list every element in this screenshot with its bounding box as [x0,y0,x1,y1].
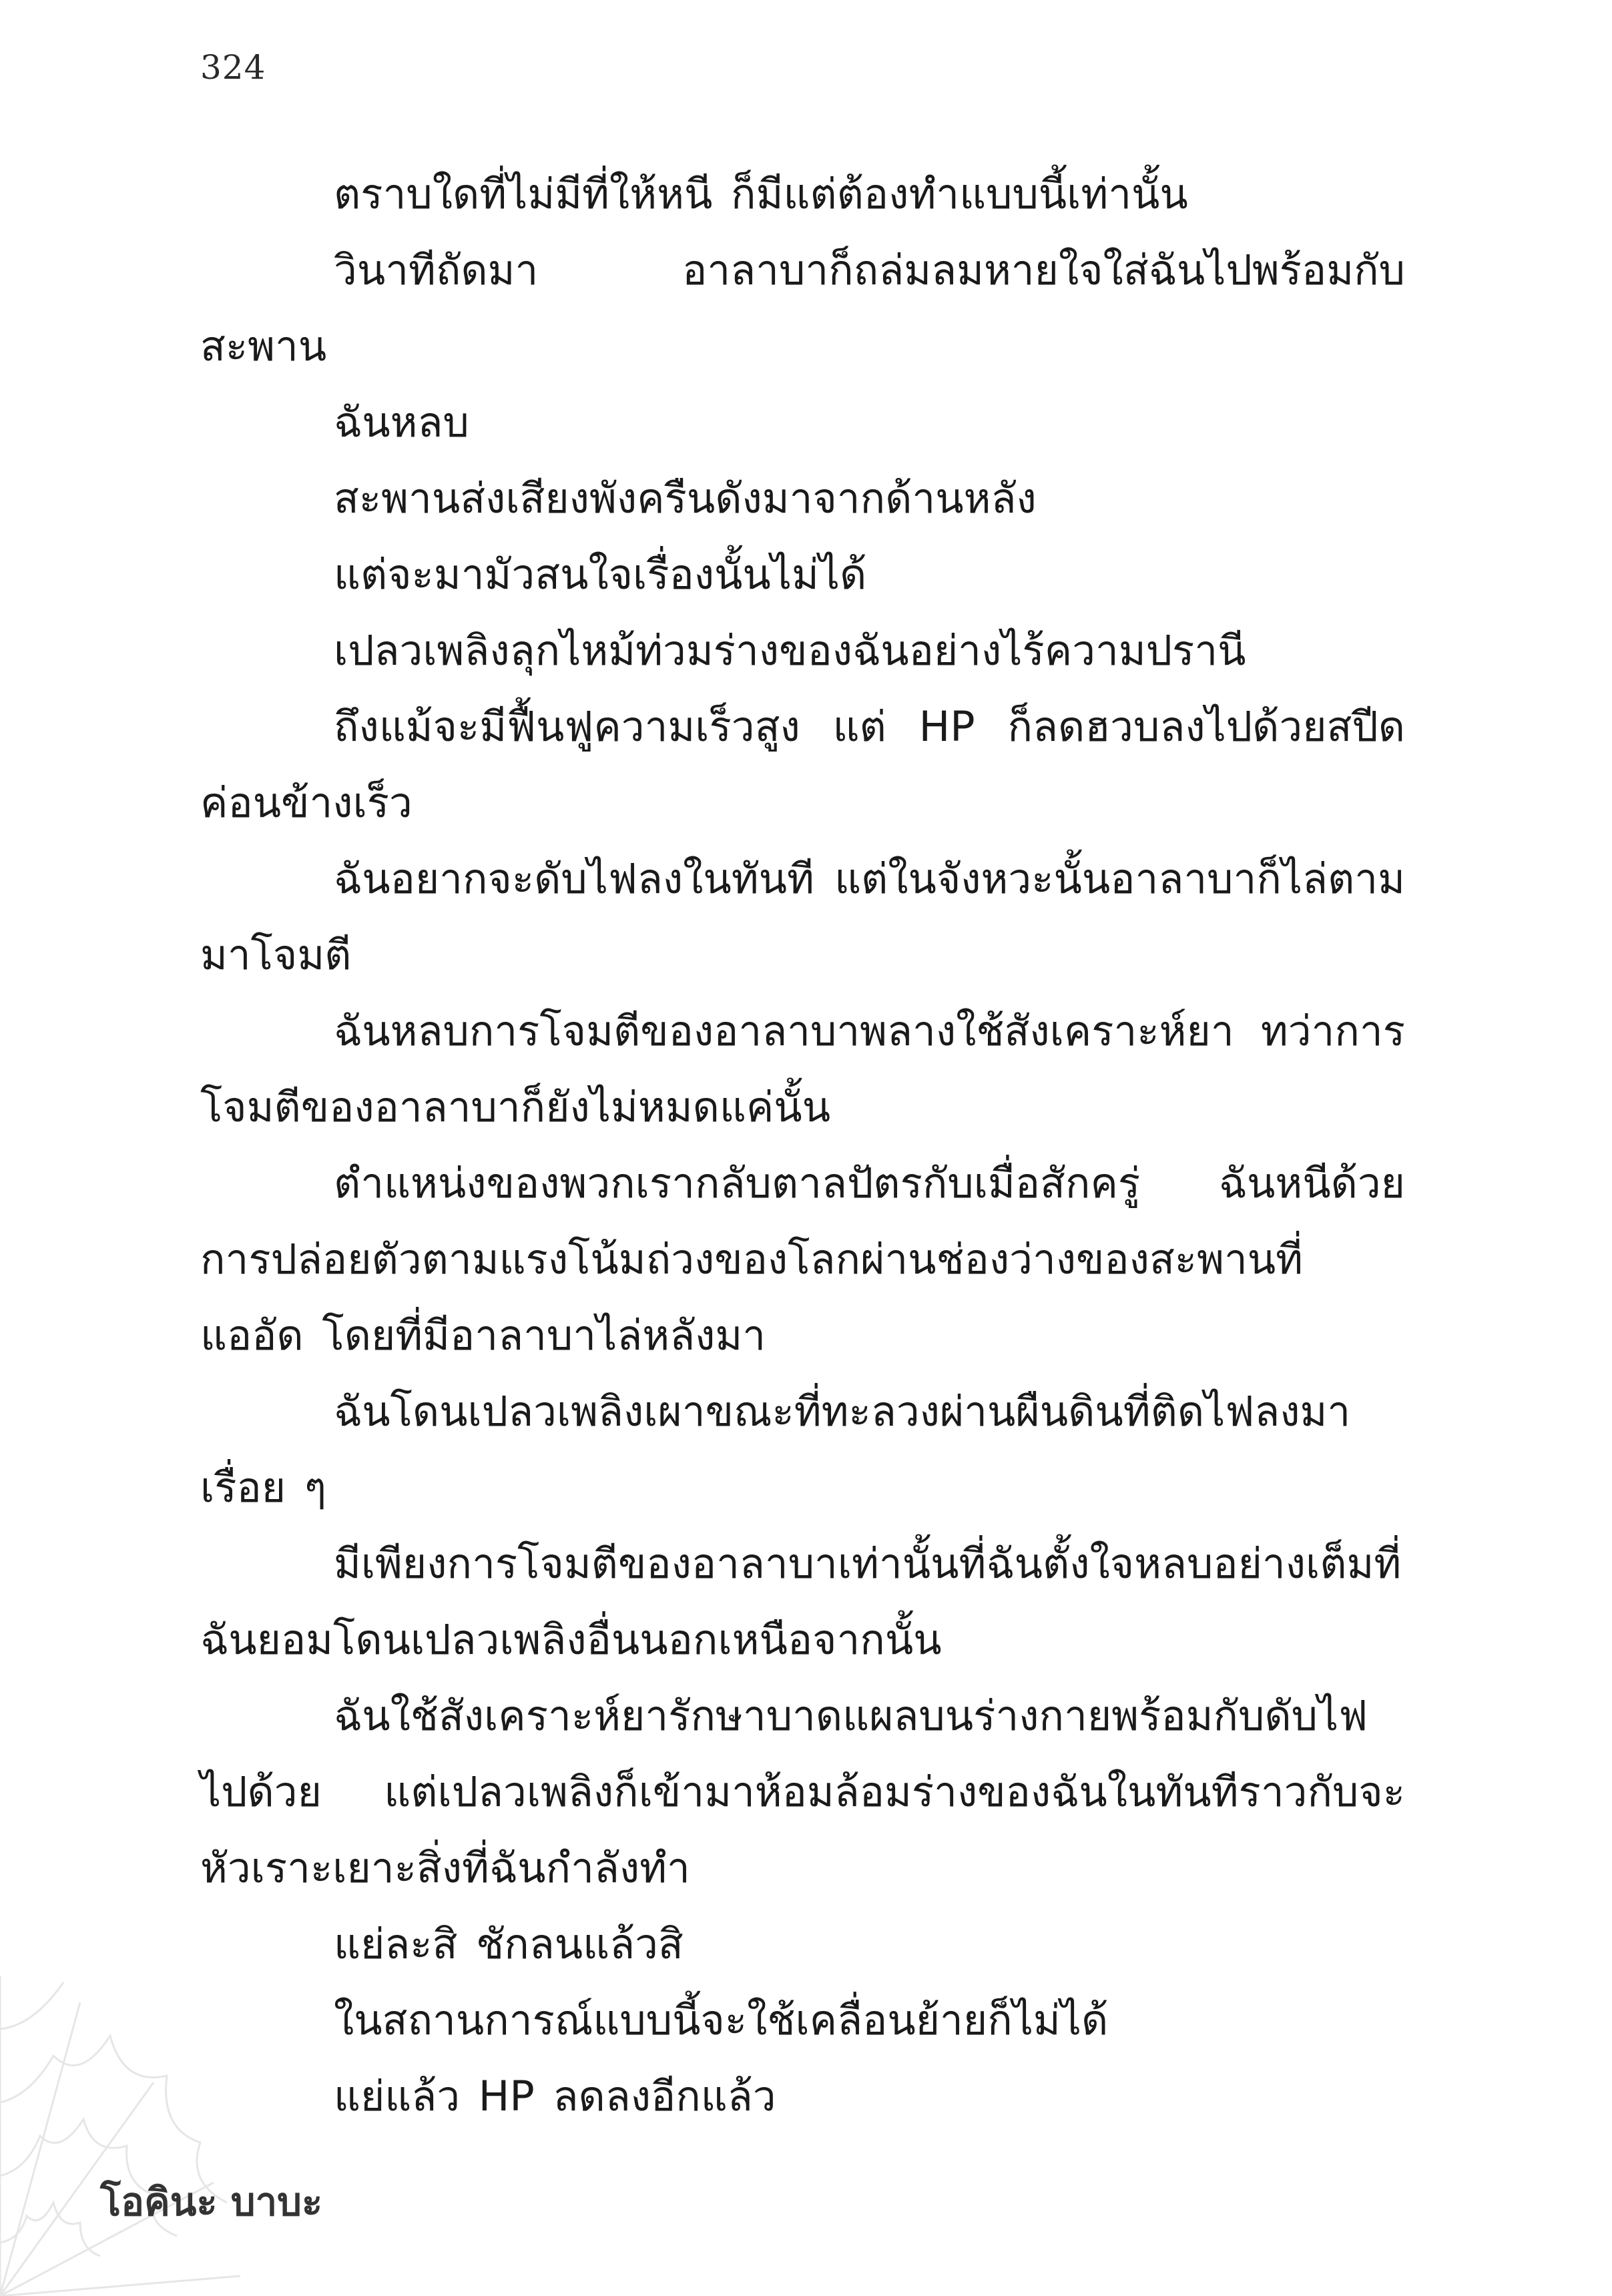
paragraph: ฉันหลบ [334,398,469,447]
paragraph: ฉันโดนเปลวเพลิงเผาขณะที่ทะลวงผ่านผืนดินที่ติดไฟลงมาเรื่อย ๆ [200,1387,1351,1512]
paragraph: มีเพียงการโจมตีของอาลาบาเท่านั้นที่ฉันตั้งใจหลบอย่างเต็มที่ฉันยอมโดนเปลวเพลิงอื่นนอกเหนือจากนั้น [200,1539,1402,1664]
author-name: โอคินะ บาบะ [100,2179,323,2225]
paragraph: ถึงแม้จะมีฟื้นฟูความเร็วสูง แต่ HP ก็ลดฮวบลงไปด้วยสปีดค่อนข้างเร็ว [200,702,1405,827]
paragraph: แต่จะมามัวสนใจเรื่องนั้นไม่ได้ [334,550,867,599]
body-text [200,156,1405,2134]
paragraph: ฉันอยากจะดับไฟลงในทันที แต่ในจังหวะนั้นอาลาบาก็ไล่ตามมาโจมตี [200,854,1405,979]
page-number: 324 [200,48,266,87]
paragraph: ในสถานการณ์แบบนี้จะใช้เคลื่อนย้ายก็ไม่ได้ [334,1996,1109,2044]
paragraph: แย่ละสิ ชักลนแล้วสิ [334,1920,684,1968]
paragraph: วินาทีถัดมา อาลาบาก็ถล่มลมหายใจใส่ฉันไปพร้อมกับสะพาน [200,246,1405,370]
spider-web-decoration [0,1962,240,2296]
paragraph: สะพานส่งเสียงพังครืนดังมาจากด้านหลัง [334,474,1037,523]
paragraph: ตำแหน่งของพวกเรากลับตาลปัตรกับเมื่อสักครู่ ฉันหนีด้วยการปล่อยตัวตามแรงโน้มถ่วงของโลกผ่านช่องว่างของสะพานที่แออัด โดยที่มีอาลาบาไล่หลังมา [200,1159,1405,1360]
paragraph: เปลวเพลิงลุกไหม้ท่วมร่างของฉันอย่างไร้ความปรานี [334,626,1246,675]
paragraph: ฉันหลบการโจมตีของอาลาบาพลางใช้สังเคราะห์ยา ทว่าการโจมตีของอาลาบาก็ยังไม่หมดแค่นั้น [200,1007,1405,1131]
paragraph: ฉันใช้สังเคราะห์ยารักษาบาดแผลบนร่างกายพร้อมกับดับไฟไปด้วย แต่เปลวเพลิงก็เข้ามาห้อมล้อมร่างของฉันในทันทีราวกับจะหัวเราะเยาะสิ่งที่ฉันกำลังทำ [200,1691,1405,1892]
paragraph: แย่แล้ว HP ลดลงอีกแล้ว [334,2072,776,2120]
paragraph: ตราบใดที่ไม่มีที่ให้หนี ก็มีแต่ต้องทำแบบนี้เท่านั้น [334,170,1188,218]
